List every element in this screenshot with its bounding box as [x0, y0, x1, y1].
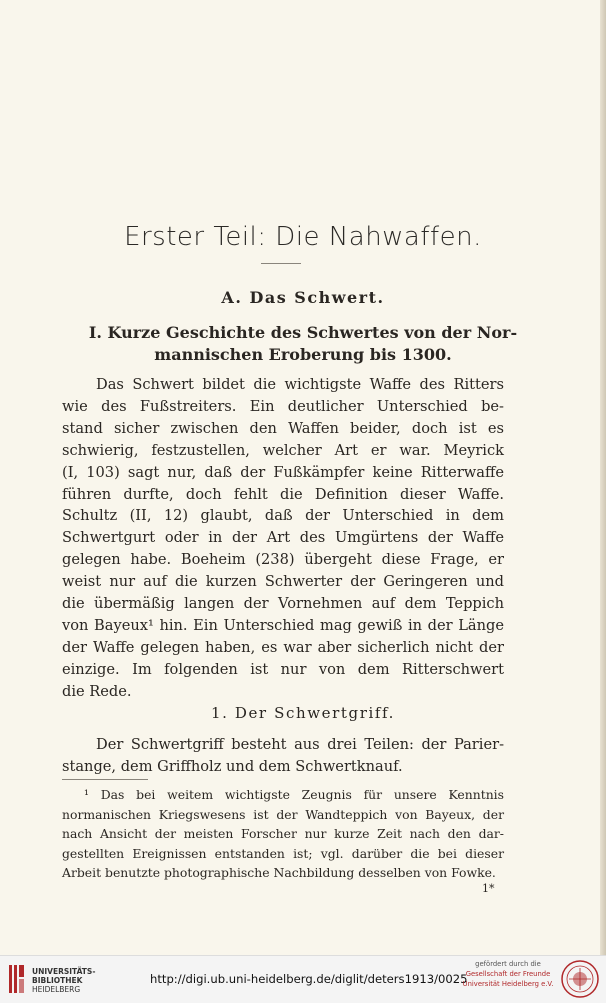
text-line: weist nur auf die kurzen Schwerter der Geringeren und — [62, 573, 504, 591]
footnote — [62, 785, 504, 883]
signature-mark: 1* — [482, 882, 495, 895]
text-line: Arbeit benutzte photographische Nachbildung desselben von Fowke. — [62, 865, 496, 881]
text-line: Schultz (II, 12) glaubt, daß der Unterschied in dem — [62, 507, 504, 525]
text-line: Schwertgurt oder in der Art des Umgürtens der Waffe — [62, 529, 504, 547]
text-line: der Waffe gelegen haben, es war aber sicherlich nicht der — [62, 638, 504, 656]
text-line: gestellten Ereignissen entstanden ist; vgl. darüber die bei dieser — [62, 845, 504, 861]
text-line: die übermäßig langen der Vornehmen auf dem Teppich — [62, 595, 504, 613]
text-line: wie des Fußstreiters. Ein deutlicher Unterschied be- — [62, 397, 504, 415]
body-paragraph-1 — [62, 374, 504, 703]
library-name-line: UNIVERSITÄTS- — [32, 967, 96, 976]
title-divider — [261, 263, 301, 264]
permalink-url[interactable]: http://digi.ub.uni-heidelberg.de/diglit/deters1913/0025 — [150, 972, 468, 986]
part-title: Erster Teil: Die Nahwaffen. — [124, 222, 482, 252]
text-line: gelegen habe. Boeheim (238) übergeht diese Frage, er — [62, 551, 504, 569]
library-name-line: BIBLIOTHEK — [32, 976, 83, 985]
university-seal-icon — [560, 959, 600, 999]
text-line: Das Schwert bildet die wichtigste Waffe des Ritters — [96, 376, 504, 393]
viewer-footer-bar — [0, 955, 606, 1003]
text-line: stand sicher zwischen den Waffen beider, doch ist es — [62, 419, 504, 437]
page-edge-shadow — [600, 0, 606, 955]
text-line: normanischen Kriegswesens ist der Wandteppich von Bayeux, der — [62, 806, 504, 822]
university-library-logo-icon — [8, 963, 26, 995]
body-paragraph-2 — [62, 734, 504, 778]
sponsor-line: Universität Heidelberg e.V. — [462, 980, 554, 988]
library-name-line: HEIDELBERG — [32, 985, 81, 994]
text-line: führen durfte, doch fehlt die Definition dieser Waffe. — [62, 485, 504, 503]
footnote-divider — [62, 779, 148, 780]
text-line: ¹ Das bei weitem wichtigste Zeugnis für unsere Kenntnis — [84, 787, 504, 802]
text-line: (I, 103) sagt nur, daß der Fußkämpfer keine Ritterwaffe — [62, 463, 504, 481]
subheading-schwertgriff: 1. Der Schwertgriff. — [210, 704, 396, 722]
section-title: A. Das Schwert. — [221, 288, 385, 307]
sponsor-line: Gesellschaft der Freunde — [465, 970, 551, 978]
sponsor-line: gefördert durch die — [475, 960, 541, 968]
text-line: stange, dem Griffholz und dem Schwertknauf. — [62, 757, 403, 775]
subsection-title-line: I. Kurze Geschichte des Schwertes von der Nor- — [88, 323, 518, 342]
text-line: von Bayeux¹ hin. Ein Unterschied mag gewiß in der Länge — [62, 616, 504, 634]
library-name — [32, 967, 95, 994]
text-line: nach Ansicht der meisten Forscher nur kurze Zeit nach den dar- — [62, 826, 504, 842]
sponsor-text — [462, 959, 554, 989]
subsection-title — [60, 322, 546, 366]
text-line: schwierig, festzustellen, welcher Art er war. Meyrick — [62, 441, 504, 459]
text-line: einzige. Im folgenden ist nur von dem Ritterschwert — [62, 660, 504, 678]
subsection-title-line: mannischen Eroberung bis 1300. — [154, 345, 452, 364]
text-line: Der Schwertgriff besteht aus drei Teilen: der Parier- — [96, 736, 504, 753]
text-line: die Rede. — [62, 682, 132, 700]
